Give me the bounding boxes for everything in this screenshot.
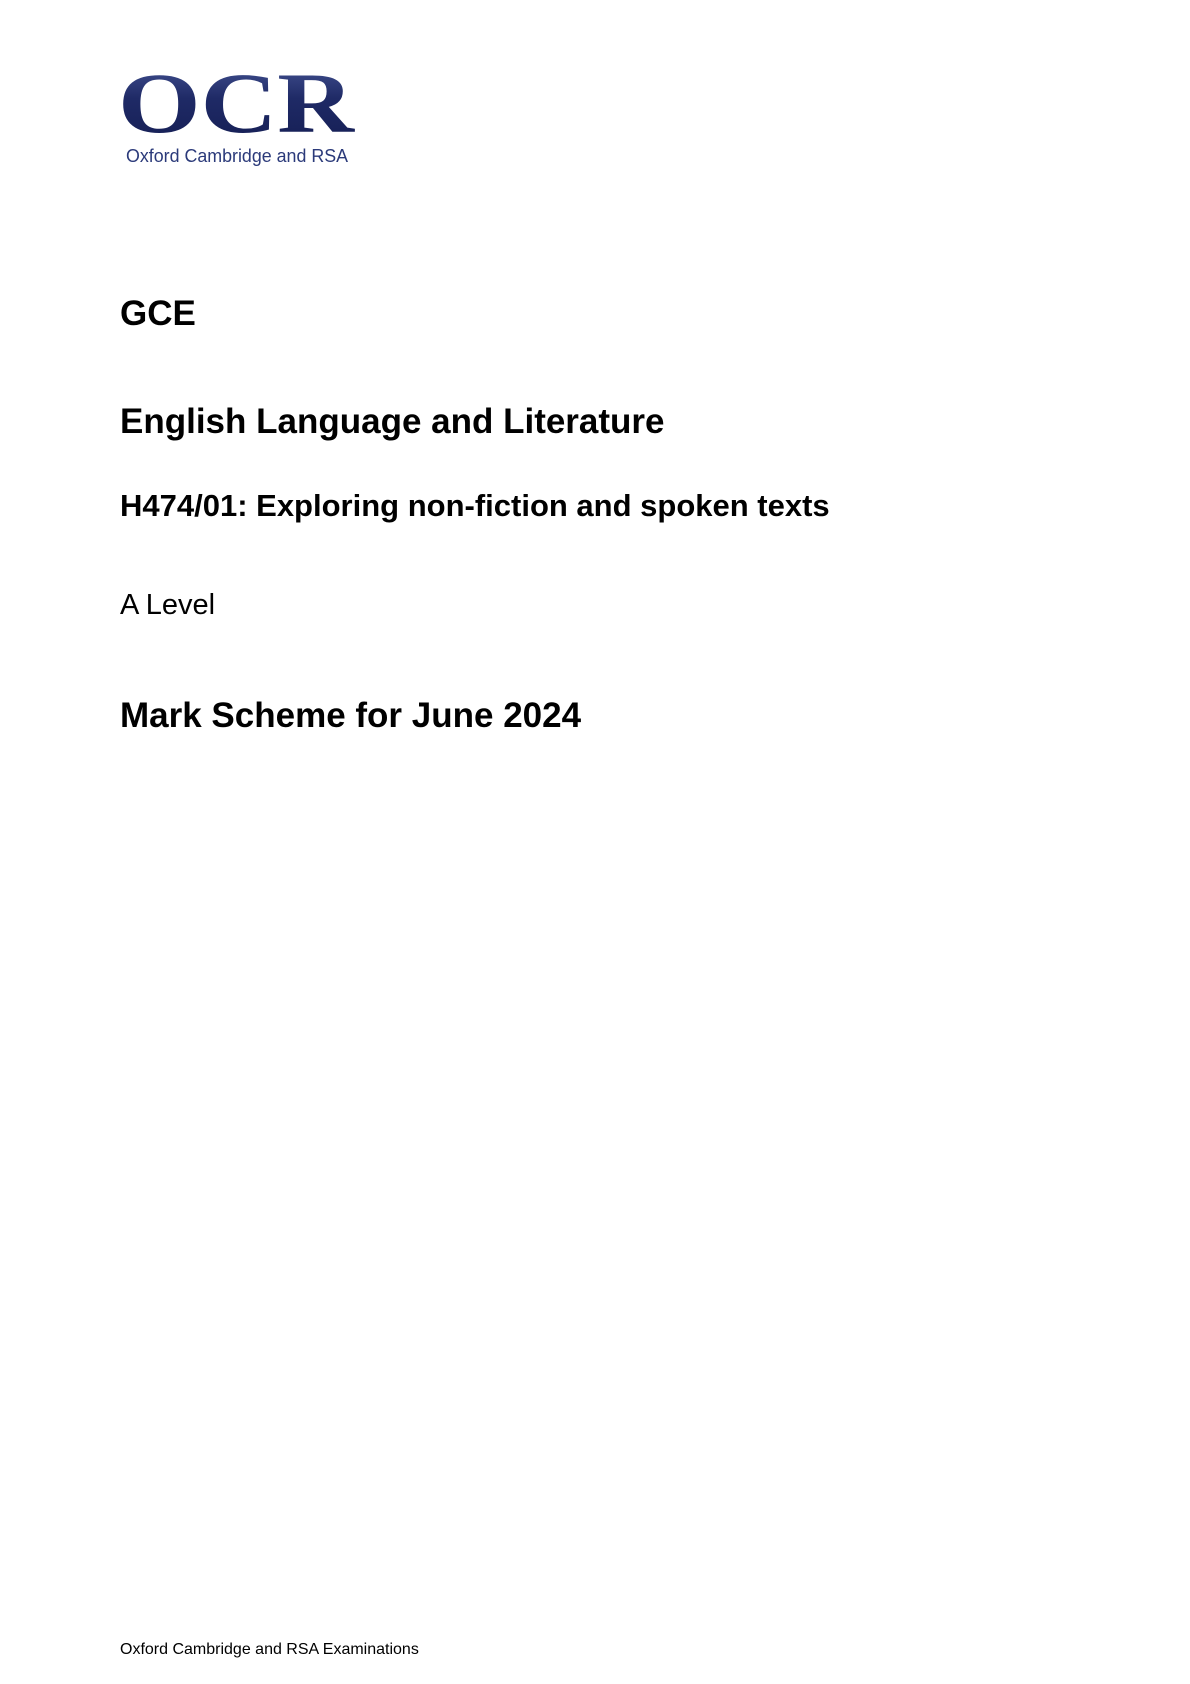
footer-text: Oxford Cambridge and RSA Examinations xyxy=(120,1641,419,1658)
ocr-wordmark: OCR xyxy=(118,66,356,151)
ocr-logo-graphic xyxy=(118,66,358,176)
unit-title: H474/01: Exploring non-fiction and spoken texts xyxy=(120,488,830,523)
subject-title: English Language and Literature xyxy=(120,402,665,441)
document-title: Mark Scheme for June 2024 xyxy=(120,696,582,735)
qualification-heading: GCE xyxy=(120,294,196,333)
ocr-logo xyxy=(118,66,358,176)
ocr-tagline: Oxford Cambridge and RSA xyxy=(126,146,348,166)
level-label: A Level xyxy=(120,589,216,621)
